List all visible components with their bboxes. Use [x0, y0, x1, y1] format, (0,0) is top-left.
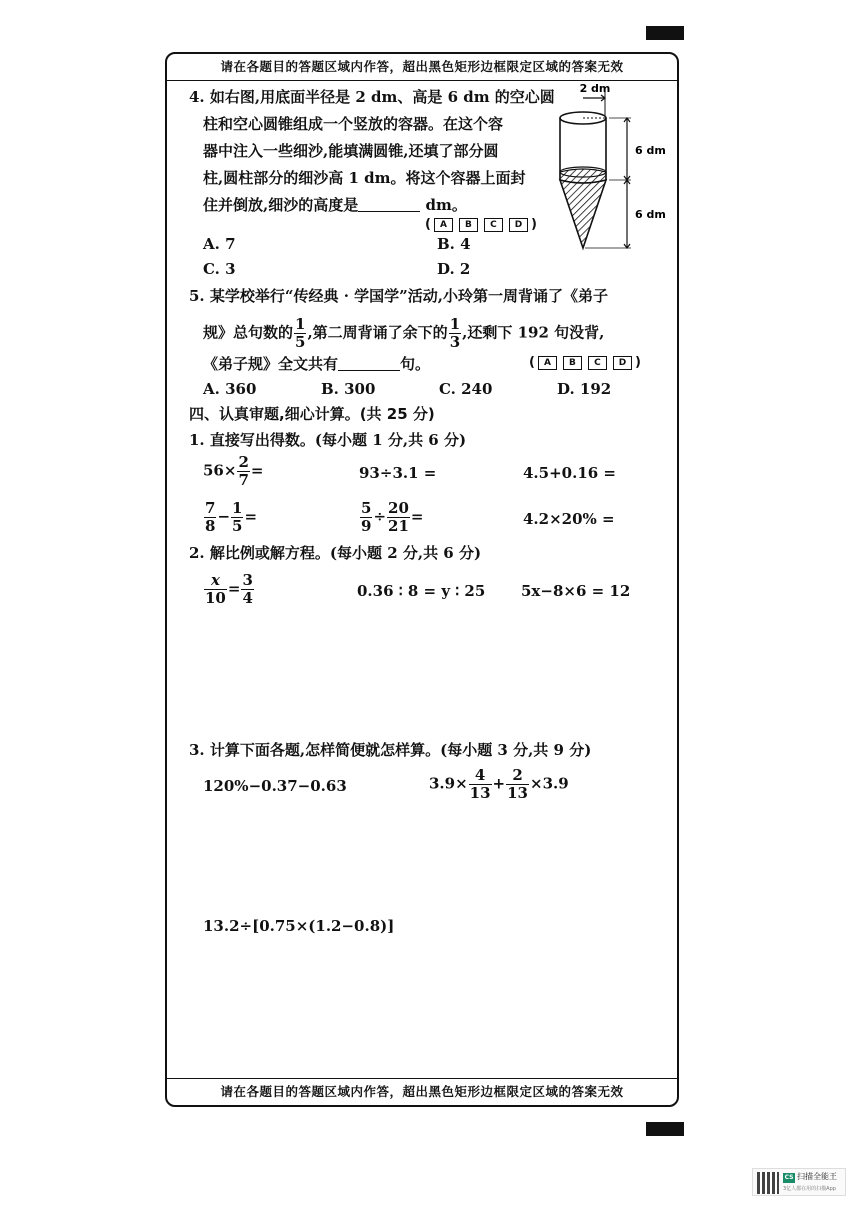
- q5-box-d[interactable]: D: [613, 356, 632, 370]
- fraction: [360, 500, 372, 535]
- p1-expr-4: [203, 500, 257, 535]
- operator: =: [227, 579, 241, 598]
- q5-option-b: B. 300: [321, 380, 376, 398]
- part-3-title: 3. 计算下面各题,怎样简便就怎样算。(每小题 3 分,共 9 分): [189, 741, 592, 759]
- fraction: [387, 500, 410, 535]
- alignment-mark-top: [646, 26, 684, 40]
- q4-line3: 器中注入一些细沙,能填满圆锥,还填了部分圆: [203, 142, 499, 160]
- q5-unit: 句。: [400, 355, 431, 373]
- q5-fraction-1: [294, 316, 306, 351]
- fraction: [204, 500, 216, 535]
- p1-expr-3: 4.5+0.16 =: [523, 464, 616, 482]
- q5-line1: 5. 某学校举行“传经典 · 学国学”活动,小玲第一周背诵了《弟子: [189, 287, 609, 305]
- expr-text: =: [410, 507, 424, 526]
- q5-box-a[interactable]: A: [538, 356, 557, 370]
- q5-text-c: ,还剩下 192 句没背,: [462, 323, 605, 342]
- denominator: 5: [232, 517, 243, 535]
- expr-text: =: [250, 461, 264, 480]
- numerator: 3: [242, 571, 253, 589]
- notice-bottom: 请在各题目的答题区域内作答，超出黑色矩形边框限定区域的答案无效: [167, 1078, 677, 1105]
- scanner-name: 扫描全能王: [797, 1172, 837, 1181]
- q5-fraction-2: [449, 316, 461, 351]
- radius-label: 2 dm: [579, 82, 611, 95]
- fraction: [231, 500, 243, 535]
- part-2-title: 2. 解比例或解方程。(每小题 2 分,共 6 分): [189, 544, 482, 562]
- container-figure: [545, 80, 671, 266]
- fraction: [241, 572, 253, 607]
- part-1-title: 1. 直接写出得数。(每小题 1 分,共 6 分): [189, 431, 467, 449]
- numerator: 5: [361, 499, 372, 517]
- numerator: 4: [469, 767, 492, 785]
- q4-line5: [203, 195, 467, 215]
- numerator: 1: [295, 315, 306, 333]
- q4-option-a: A. 7: [203, 235, 236, 253]
- operator: −: [217, 507, 231, 526]
- q5-box-b[interactable]: B: [563, 356, 582, 370]
- q4-option-c: C. 3: [203, 260, 236, 278]
- operator: ÷: [373, 507, 387, 526]
- q5-answer-blank[interactable]: [338, 354, 400, 371]
- q5-option-a: A. 360: [203, 380, 257, 398]
- denominator: 21: [388, 517, 409, 535]
- denominator: 4: [242, 589, 253, 607]
- q4-box-c[interactable]: C: [484, 218, 503, 232]
- q5-text-a: 规》总句数的: [203, 323, 294, 342]
- q4-line1: 4. 如右图,用底面半径是 2 dm、高是 6 dm 的空心圆: [189, 88, 555, 106]
- q5-text-b: ,第二周背诵了余下的: [307, 323, 448, 342]
- q5-box-c[interactable]: C: [588, 356, 607, 370]
- numerator: 1: [449, 315, 461, 333]
- q5-line3-text: 《弟子规》全文共有: [203, 355, 339, 373]
- qr-code-icon: [757, 1172, 779, 1194]
- denominator: 8: [205, 517, 216, 535]
- q4-option-b: B. 4: [437, 235, 471, 253]
- q4-line5-text: 住并倒放,细沙的高度是: [203, 196, 359, 214]
- q4-answer-blank[interactable]: [358, 195, 420, 212]
- numerator: 7: [205, 499, 216, 517]
- p3-expr-1: 120%−0.37−0.63: [203, 777, 347, 795]
- p3-expr-2: [429, 767, 569, 802]
- q4-box-b[interactable]: B: [459, 218, 478, 232]
- lower-height-label: 6 dm: [635, 208, 666, 221]
- answer-frame: [165, 52, 679, 1107]
- denominator: 13: [469, 784, 491, 802]
- expr-text: =: [244, 507, 258, 526]
- denominator: 13: [507, 784, 528, 802]
- denominator: 7: [238, 471, 249, 489]
- q5-answer-boxes: ( A B C D ): [529, 355, 641, 370]
- q5-line2: [203, 316, 604, 351]
- q5-option-d: D. 192: [557, 380, 612, 398]
- denominator: 3: [449, 333, 461, 351]
- operator: +: [492, 774, 506, 793]
- q4-answer-boxes: ( A B C D ): [425, 217, 537, 232]
- fraction: [204, 572, 227, 607]
- numerator: x: [204, 572, 227, 590]
- denominator: 10: [205, 589, 226, 607]
- denominator: 9: [361, 517, 372, 535]
- p1-expr-2: 93÷3.1 =: [359, 464, 437, 482]
- p2-expr-1: [203, 572, 255, 607]
- numerator: 20: [388, 499, 409, 517]
- p2-expr-2: 0.36 ∶ 8 = y ∶ 25: [357, 582, 486, 600]
- numerator: 1: [232, 499, 243, 517]
- p3-expr-3: 13.2÷[0.75×(1.2−0.8)]: [203, 917, 395, 935]
- q4-line4: 柱,圆柱部分的细沙高 1 dm。将这个容器上面封: [203, 169, 526, 187]
- p1-expr-1: [203, 454, 263, 489]
- fraction: [469, 767, 492, 802]
- scanner-subtitle: 3亿人都在用的扫描App: [783, 1186, 836, 1192]
- scanner-badge: CS: [784, 1174, 794, 1181]
- q5-option-c: C. 240: [439, 380, 493, 398]
- q4-option-d: D. 2: [437, 260, 471, 278]
- q4-box-a[interactable]: A: [434, 218, 453, 232]
- q5-line3: [203, 354, 430, 374]
- p1-expr-6: 4.2×20% =: [523, 510, 615, 528]
- p1-expr-5: [359, 500, 423, 535]
- fraction: [237, 454, 249, 489]
- numerator: 2: [506, 767, 529, 785]
- scanner-watermark: [752, 1168, 846, 1196]
- q4-unit: dm。: [425, 196, 467, 214]
- section-4-title: 四、认真审题,细心计算。(共 25 分): [189, 405, 435, 423]
- notice-top: 请在各题目的答题区域内作答，超出黑色矩形边框限定区域的答案无效: [167, 54, 677, 81]
- q4-box-d[interactable]: D: [509, 218, 528, 232]
- upper-height-label: 6 dm: [635, 144, 666, 157]
- expr-text: 3.9×: [429, 774, 468, 793]
- alignment-mark-bottom: [646, 1122, 684, 1136]
- q4-line2: 柱和空心圆锥组成一个竖放的容器。在这个容: [203, 115, 504, 133]
- numerator: 2: [238, 453, 249, 471]
- expr-text: ×3.9: [530, 774, 569, 793]
- fraction: [506, 767, 529, 802]
- p2-expr-3: 5x−8×6 = 12: [521, 582, 631, 600]
- denominator: 5: [295, 333, 306, 351]
- expr-text: 56×: [203, 461, 237, 480]
